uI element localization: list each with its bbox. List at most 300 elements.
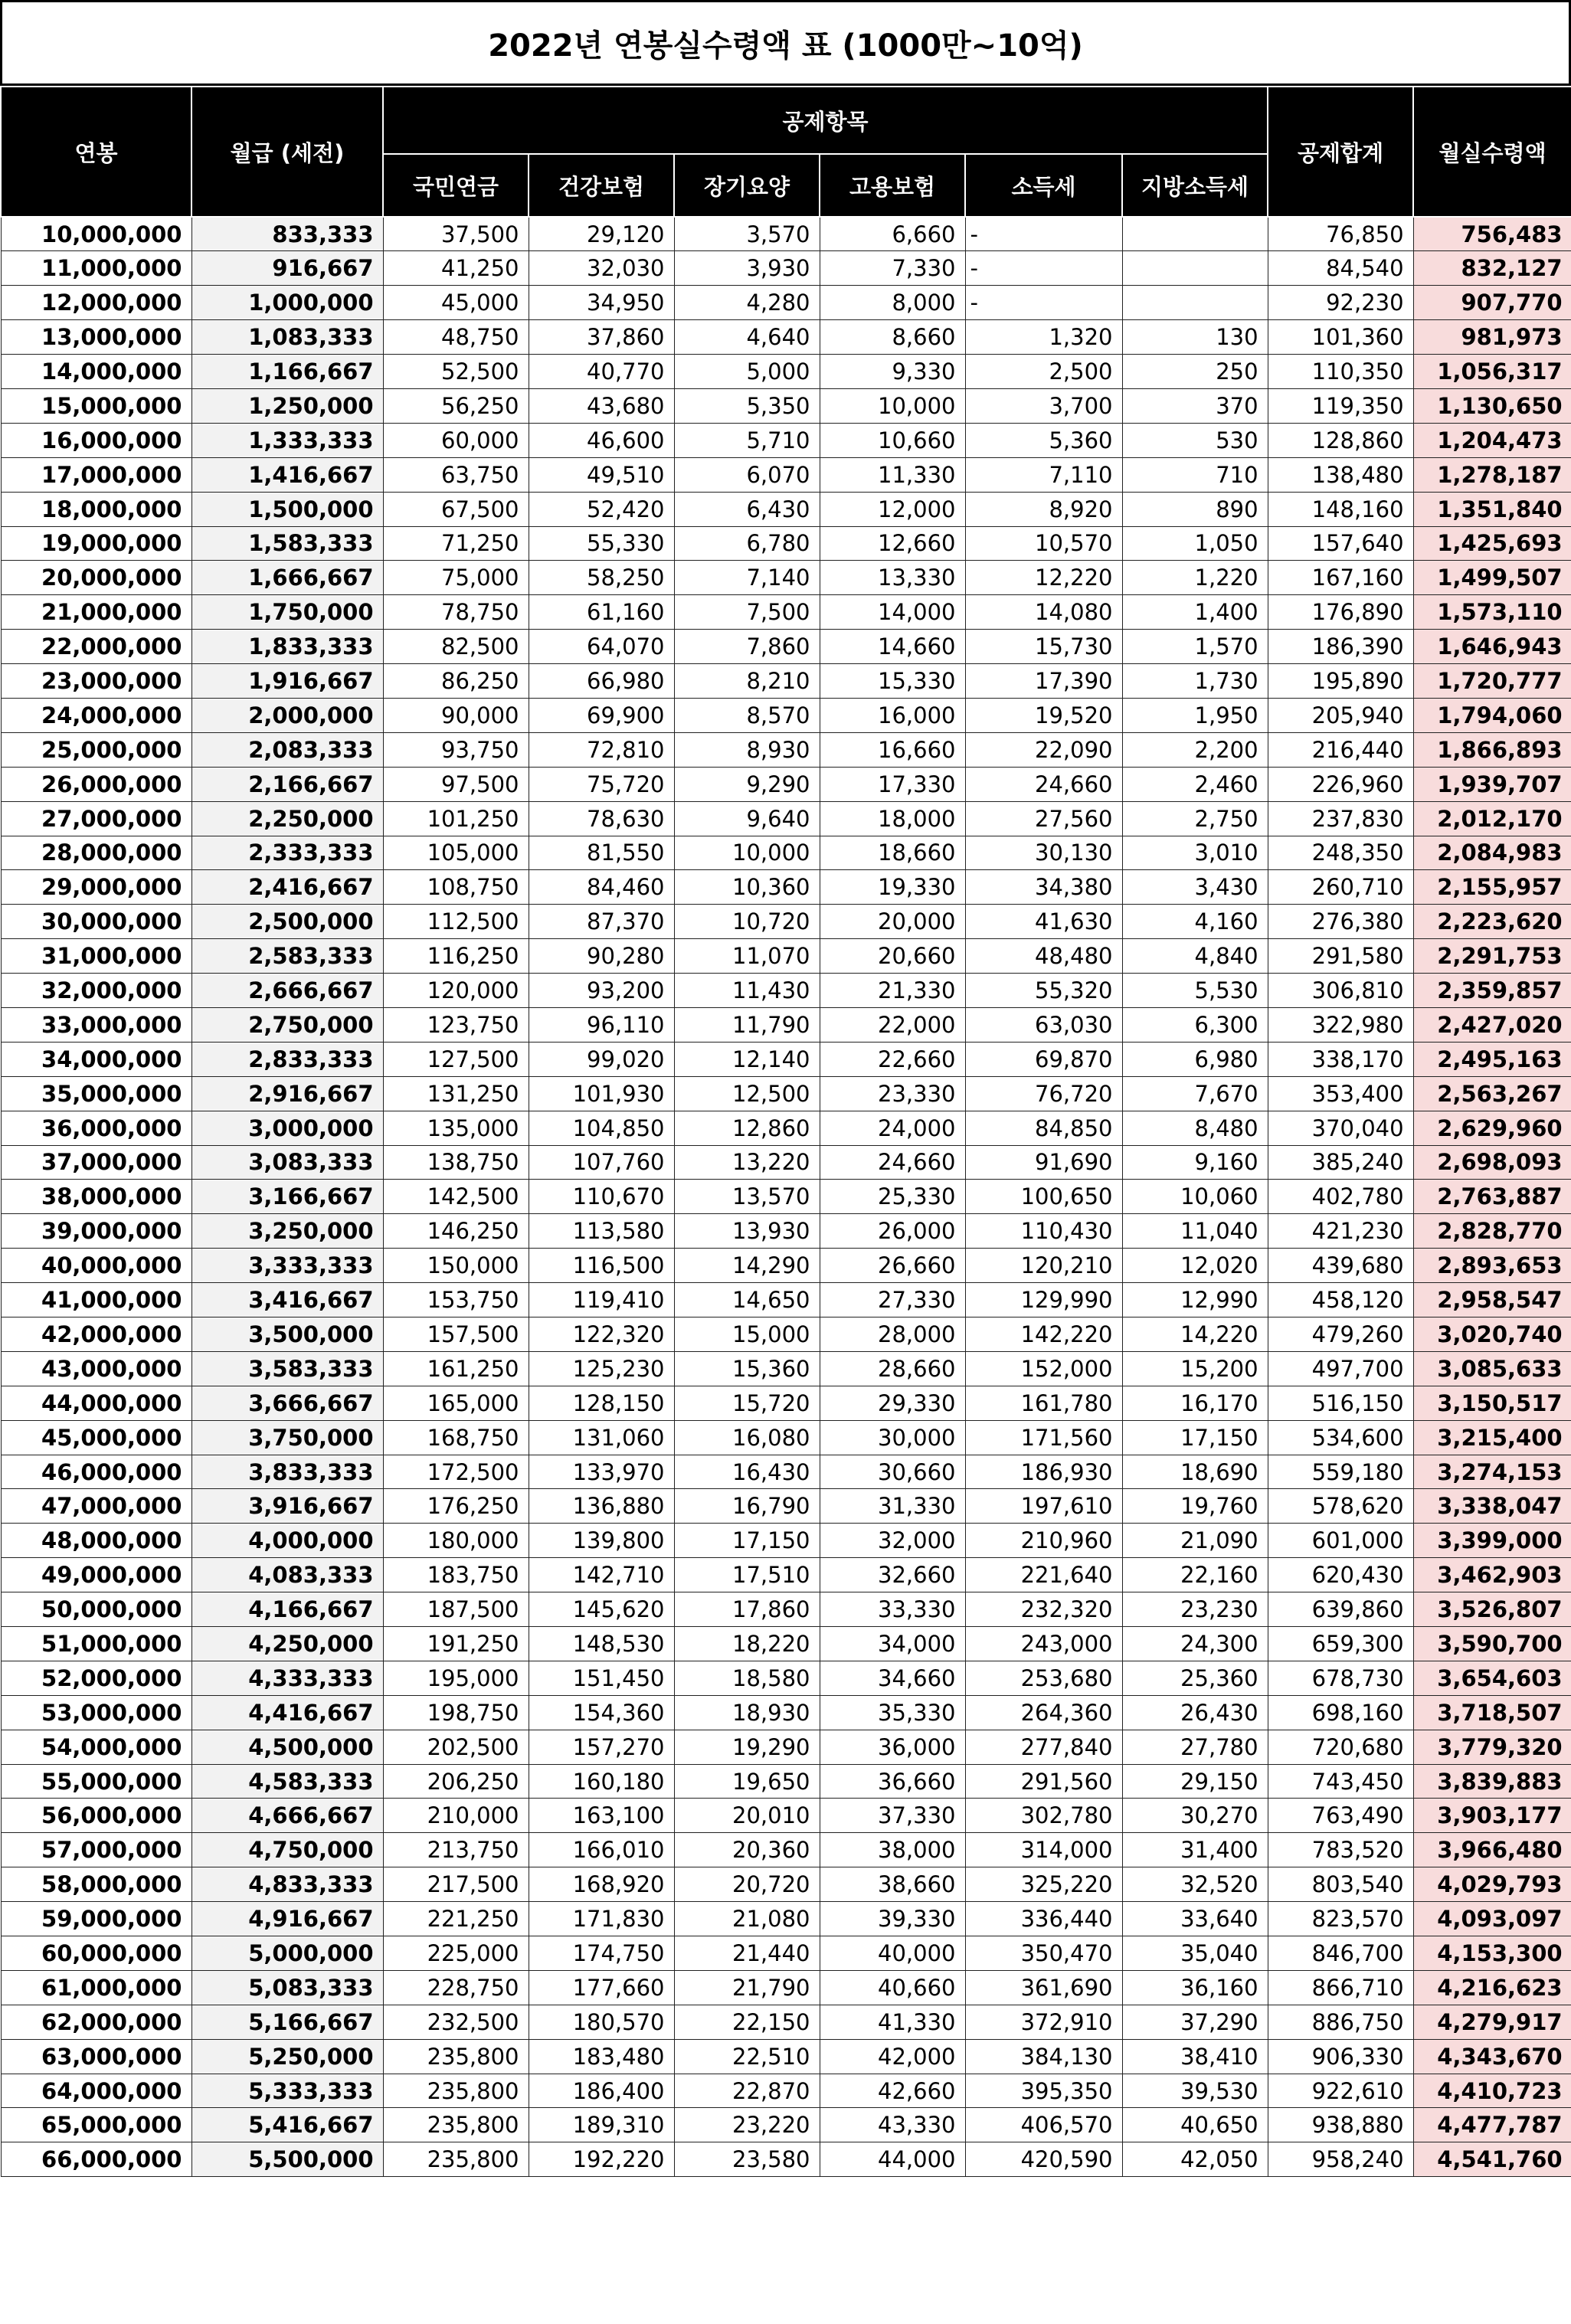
total-deduction-cell: 678,730 xyxy=(1268,1661,1413,1695)
annual-salary-cell: 35,000,000 xyxy=(1,1076,191,1111)
monthly-pretax-cell: 3,333,333 xyxy=(191,1249,383,1283)
net-monthly-cell: 3,462,903 xyxy=(1413,1558,1571,1592)
local-income-tax-cell: 36,160 xyxy=(1122,1970,1268,2005)
annual-salary-cell: 61,000,000 xyxy=(1,1970,191,2005)
employment-insurance-cell: 24,000 xyxy=(820,1111,965,1145)
annual-salary-cell: 19,000,000 xyxy=(1,526,191,561)
net-monthly-cell: 4,541,760 xyxy=(1413,2142,1571,2177)
total-deduction-cell: 110,350 xyxy=(1268,355,1413,389)
total-deduction-cell: 743,450 xyxy=(1268,1764,1413,1799)
income-tax-cell: 361,690 xyxy=(965,1970,1122,2005)
table-row xyxy=(1,388,1571,423)
health-insurance-cell: 139,800 xyxy=(529,1524,674,1558)
total-deduction-cell: 226,960 xyxy=(1268,767,1413,801)
national-pension-cell: 176,250 xyxy=(383,1489,529,1524)
income-tax-cell: 69,870 xyxy=(965,1042,1122,1076)
net-monthly-cell: 2,629,960 xyxy=(1413,1111,1571,1145)
table-row xyxy=(1,1764,1571,1799)
national-pension-cell: 101,250 xyxy=(383,801,529,836)
health-insurance-cell: 72,810 xyxy=(529,732,674,767)
monthly-pretax-cell: 1,833,333 xyxy=(191,630,383,664)
net-monthly-cell: 4,477,787 xyxy=(1413,2108,1571,2142)
income-tax-cell: 406,570 xyxy=(965,2108,1122,2142)
longterm-care-cell: 22,510 xyxy=(674,2039,820,2074)
national-pension-cell: 112,500 xyxy=(383,905,529,939)
health-insurance-cell: 133,970 xyxy=(529,1455,674,1489)
total-deduction-cell: 402,780 xyxy=(1268,1180,1413,1214)
employment-insurance-cell: 8,660 xyxy=(820,320,965,355)
header-income-tax: 소득세 xyxy=(965,154,1122,217)
table-row xyxy=(1,2108,1571,2142)
local-income-tax-cell: 1,950 xyxy=(1122,698,1268,732)
income-tax-cell: 14,080 xyxy=(965,595,1122,630)
employment-insurance-cell: 14,660 xyxy=(820,630,965,664)
local-income-tax-cell: 6,980 xyxy=(1122,1042,1268,1076)
employment-insurance-cell: 22,660 xyxy=(820,1042,965,1076)
monthly-pretax-cell: 5,500,000 xyxy=(191,2142,383,2177)
total-deduction-cell: 659,300 xyxy=(1268,1627,1413,1661)
employment-insurance-cell: 44,000 xyxy=(820,2142,965,2177)
longterm-care-cell: 22,150 xyxy=(674,2005,820,2039)
income-tax-cell: 41,630 xyxy=(965,905,1122,939)
annual-salary-cell: 21,000,000 xyxy=(1,595,191,630)
local-income-tax-cell: 27,780 xyxy=(1122,1730,1268,1764)
employment-insurance-cell: 32,660 xyxy=(820,1558,965,1592)
total-deduction-cell: 260,710 xyxy=(1268,870,1413,905)
net-monthly-cell: 4,093,097 xyxy=(1413,1902,1571,1936)
longterm-care-cell: 19,650 xyxy=(674,1764,820,1799)
local-income-tax-cell: 1,400 xyxy=(1122,595,1268,630)
monthly-pretax-cell: 5,166,667 xyxy=(191,2005,383,2039)
salary-table xyxy=(0,86,1571,2177)
header-local-income-tax: 지방소득세 xyxy=(1122,154,1268,217)
total-deduction-cell: 148,160 xyxy=(1268,492,1413,526)
employment-insurance-cell: 36,000 xyxy=(820,1730,965,1764)
national-pension-cell: 206,250 xyxy=(383,1764,529,1799)
monthly-pretax-cell: 2,833,333 xyxy=(191,1042,383,1076)
monthly-pretax-cell: 3,166,667 xyxy=(191,1180,383,1214)
national-pension-cell: 138,750 xyxy=(383,1145,529,1180)
local-income-tax-cell: 33,640 xyxy=(1122,1902,1268,1936)
national-pension-cell: 63,750 xyxy=(383,457,529,492)
income-tax-cell: 5,360 xyxy=(965,423,1122,457)
employment-insurance-cell: 36,660 xyxy=(820,1764,965,1799)
income-tax-cell: 7,110 xyxy=(965,457,1122,492)
health-insurance-cell: 122,320 xyxy=(529,1317,674,1352)
annual-salary-cell: 54,000,000 xyxy=(1,1730,191,1764)
table-row xyxy=(1,905,1571,939)
local-income-tax-cell: 42,050 xyxy=(1122,2142,1268,2177)
health-insurance-cell: 37,860 xyxy=(529,320,674,355)
health-insurance-cell: 32,030 xyxy=(529,251,674,286)
longterm-care-cell: 18,930 xyxy=(674,1695,820,1730)
local-income-tax-cell: 12,990 xyxy=(1122,1283,1268,1317)
net-monthly-cell: 4,410,723 xyxy=(1413,2074,1571,2108)
longterm-care-cell: 14,290 xyxy=(674,1249,820,1283)
income-tax-cell: 27,560 xyxy=(965,801,1122,836)
total-deduction-cell: 803,540 xyxy=(1268,1867,1413,1902)
table-row xyxy=(1,1076,1571,1111)
longterm-care-cell: 16,430 xyxy=(674,1455,820,1489)
health-insurance-cell: 131,060 xyxy=(529,1420,674,1455)
employment-insurance-cell: 17,330 xyxy=(820,767,965,801)
monthly-pretax-cell: 4,916,667 xyxy=(191,1902,383,1936)
monthly-pretax-cell: 1,666,667 xyxy=(191,561,383,595)
employment-insurance-cell: 16,660 xyxy=(820,732,965,767)
net-monthly-cell: 3,150,517 xyxy=(1413,1386,1571,1420)
table-row xyxy=(1,1730,1571,1764)
annual-salary-cell: 42,000,000 xyxy=(1,1317,191,1352)
longterm-care-cell: 20,010 xyxy=(674,1799,820,1833)
local-income-tax-cell: 37,290 xyxy=(1122,2005,1268,2039)
national-pension-cell: 78,750 xyxy=(383,595,529,630)
health-insurance-cell: 168,920 xyxy=(529,1867,674,1902)
employment-insurance-cell: 20,660 xyxy=(820,939,965,974)
monthly-pretax-cell: 2,916,667 xyxy=(191,1076,383,1111)
total-deduction-cell: 138,480 xyxy=(1268,457,1413,492)
national-pension-cell: 191,250 xyxy=(383,1627,529,1661)
monthly-pretax-cell: 4,416,667 xyxy=(191,1695,383,1730)
income-tax-cell: 30,130 xyxy=(965,836,1122,870)
local-income-tax-cell: 7,670 xyxy=(1122,1076,1268,1111)
local-income-tax-cell: 2,750 xyxy=(1122,801,1268,836)
table-row xyxy=(1,355,1571,389)
local-income-tax-cell: 40,650 xyxy=(1122,2108,1268,2142)
monthly-pretax-cell: 1,250,000 xyxy=(191,388,383,423)
monthly-pretax-cell: 3,833,333 xyxy=(191,1455,383,1489)
annual-salary-cell: 56,000,000 xyxy=(1,1799,191,1833)
employment-insurance-cell: 42,000 xyxy=(820,2039,965,2074)
longterm-care-cell: 10,000 xyxy=(674,836,820,870)
longterm-care-cell: 5,350 xyxy=(674,388,820,423)
health-insurance-cell: 116,500 xyxy=(529,1249,674,1283)
health-insurance-cell: 154,360 xyxy=(529,1695,674,1730)
longterm-care-cell: 7,500 xyxy=(674,595,820,630)
annual-salary-cell: 38,000,000 xyxy=(1,1180,191,1214)
national-pension-cell: 217,500 xyxy=(383,1867,529,1902)
local-income-tax-cell: 22,160 xyxy=(1122,1558,1268,1592)
annual-salary-cell: 29,000,000 xyxy=(1,870,191,905)
national-pension-cell: 235,800 xyxy=(383,2108,529,2142)
longterm-care-cell: 5,710 xyxy=(674,423,820,457)
income-tax-cell: 350,470 xyxy=(965,1936,1122,1971)
header-monthly-pretax: 월급 (세전) xyxy=(191,87,383,217)
income-tax-cell: 76,720 xyxy=(965,1076,1122,1111)
longterm-care-cell: 23,220 xyxy=(674,2108,820,2142)
health-insurance-cell: 104,850 xyxy=(529,1111,674,1145)
national-pension-cell: 165,000 xyxy=(383,1386,529,1420)
table-row xyxy=(1,2039,1571,2074)
health-insurance-cell: 58,250 xyxy=(529,561,674,595)
income-tax-cell: 221,640 xyxy=(965,1558,1122,1592)
longterm-care-cell: 21,790 xyxy=(674,1970,820,2005)
page-title: 2022년 연봉실수령액 표 (1000만~10억) xyxy=(0,0,1571,86)
net-monthly-cell: 2,223,620 xyxy=(1413,905,1571,939)
national-pension-cell: 146,250 xyxy=(383,1214,529,1249)
monthly-pretax-cell: 4,000,000 xyxy=(191,1524,383,1558)
national-pension-cell: 82,500 xyxy=(383,630,529,664)
employment-insurance-cell: 38,000 xyxy=(820,1833,965,1867)
annual-salary-cell: 28,000,000 xyxy=(1,836,191,870)
national-pension-cell: 60,000 xyxy=(383,423,529,457)
annual-salary-cell: 66,000,000 xyxy=(1,2142,191,2177)
table-row xyxy=(1,1455,1571,1489)
longterm-care-cell: 6,430 xyxy=(674,492,820,526)
total-deduction-cell: 578,620 xyxy=(1268,1489,1413,1524)
income-tax-cell: 12,220 xyxy=(965,561,1122,595)
national-pension-cell: 41,250 xyxy=(383,251,529,286)
monthly-pretax-cell: 1,166,667 xyxy=(191,355,383,389)
annual-salary-cell: 50,000,000 xyxy=(1,1592,191,1627)
net-monthly-cell: 2,563,267 xyxy=(1413,1076,1571,1111)
health-insurance-cell: 69,900 xyxy=(529,698,674,732)
health-insurance-cell: 186,400 xyxy=(529,2074,674,2108)
health-insurance-cell: 90,280 xyxy=(529,939,674,974)
national-pension-cell: 48,750 xyxy=(383,320,529,355)
net-monthly-cell: 3,274,153 xyxy=(1413,1455,1571,1489)
net-monthly-cell: 756,483 xyxy=(1413,217,1571,251)
employment-insurance-cell: 27,330 xyxy=(820,1283,965,1317)
monthly-pretax-cell: 4,750,000 xyxy=(191,1833,383,1867)
table-row xyxy=(1,1661,1571,1695)
income-tax-cell: 15,730 xyxy=(965,630,1122,664)
income-tax-cell: 48,480 xyxy=(965,939,1122,974)
income-tax-cell: 336,440 xyxy=(965,1902,1122,1936)
table-row xyxy=(1,1867,1571,1902)
employment-insurance-cell: 26,000 xyxy=(820,1214,965,1249)
monthly-pretax-cell: 5,250,000 xyxy=(191,2039,383,2074)
longterm-care-cell: 9,640 xyxy=(674,801,820,836)
total-deduction-cell: 237,830 xyxy=(1268,801,1413,836)
employment-insurance-cell: 24,660 xyxy=(820,1145,965,1180)
income-tax-cell: 22,090 xyxy=(965,732,1122,767)
net-monthly-cell: 3,839,883 xyxy=(1413,1764,1571,1799)
net-monthly-cell: 1,204,473 xyxy=(1413,423,1571,457)
employment-insurance-cell: 40,660 xyxy=(820,1970,965,2005)
net-monthly-cell: 1,720,777 xyxy=(1413,664,1571,699)
national-pension-cell: 150,000 xyxy=(383,1249,529,1283)
total-deduction-cell: 720,680 xyxy=(1268,1730,1413,1764)
total-deduction-cell: 846,700 xyxy=(1268,1936,1413,1971)
monthly-pretax-cell: 2,666,667 xyxy=(191,974,383,1008)
table-row xyxy=(1,561,1571,595)
total-deduction-cell: 306,810 xyxy=(1268,974,1413,1008)
employment-insurance-cell: 28,660 xyxy=(820,1351,965,1386)
net-monthly-cell: 3,399,000 xyxy=(1413,1524,1571,1558)
net-monthly-cell: 3,526,807 xyxy=(1413,1592,1571,1627)
longterm-care-cell: 22,870 xyxy=(674,2074,820,2108)
net-monthly-cell: 1,499,507 xyxy=(1413,561,1571,595)
health-insurance-cell: 171,830 xyxy=(529,1902,674,1936)
table-row xyxy=(1,1420,1571,1455)
total-deduction-cell: 370,040 xyxy=(1268,1111,1413,1145)
table-row xyxy=(1,1558,1571,1592)
national-pension-cell: 127,500 xyxy=(383,1042,529,1076)
national-pension-cell: 86,250 xyxy=(383,664,529,699)
annual-salary-cell: 63,000,000 xyxy=(1,2039,191,2074)
health-insurance-cell: 66,980 xyxy=(529,664,674,699)
annual-salary-cell: 24,000,000 xyxy=(1,698,191,732)
employment-insurance-cell: 41,330 xyxy=(820,2005,965,2039)
health-insurance-cell: 87,370 xyxy=(529,905,674,939)
national-pension-cell: 235,800 xyxy=(383,2142,529,2177)
annual-salary-cell: 39,000,000 xyxy=(1,1214,191,1249)
table-row xyxy=(1,1489,1571,1524)
monthly-pretax-cell: 1,083,333 xyxy=(191,320,383,355)
employment-insurance-cell: 28,000 xyxy=(820,1317,965,1352)
net-monthly-cell: 2,427,020 xyxy=(1413,1007,1571,1042)
longterm-care-cell: 15,360 xyxy=(674,1351,820,1386)
employment-insurance-cell: 30,660 xyxy=(820,1455,965,1489)
national-pension-cell: 161,250 xyxy=(383,1351,529,1386)
income-tax-cell: 171,560 xyxy=(965,1420,1122,1455)
employment-insurance-cell: 35,330 xyxy=(820,1695,965,1730)
annual-salary-cell: 20,000,000 xyxy=(1,561,191,595)
monthly-pretax-cell: 1,916,667 xyxy=(191,664,383,699)
employment-insurance-cell: 10,660 xyxy=(820,423,965,457)
net-monthly-cell: 3,020,740 xyxy=(1413,1317,1571,1352)
health-insurance-cell: 180,570 xyxy=(529,2005,674,2039)
health-insurance-cell: 136,880 xyxy=(529,1489,674,1524)
annual-salary-cell: 31,000,000 xyxy=(1,939,191,974)
annual-salary-cell: 53,000,000 xyxy=(1,1695,191,1730)
health-insurance-cell: 110,670 xyxy=(529,1180,674,1214)
net-monthly-cell: 907,770 xyxy=(1413,286,1571,320)
monthly-pretax-cell: 4,583,333 xyxy=(191,1764,383,1799)
annual-salary-cell: 62,000,000 xyxy=(1,2005,191,2039)
employment-insurance-cell: 20,000 xyxy=(820,905,965,939)
health-insurance-cell: 113,580 xyxy=(529,1214,674,1249)
local-income-tax-cell: 15,200 xyxy=(1122,1351,1268,1386)
header-deductions-group: 공제항목 xyxy=(383,87,1268,154)
table-row xyxy=(1,1695,1571,1730)
income-tax-cell: 291,560 xyxy=(965,1764,1122,1799)
local-income-tax-cell: 29,150 xyxy=(1122,1764,1268,1799)
local-income-tax-cell: 250 xyxy=(1122,355,1268,389)
net-monthly-cell: 1,056,317 xyxy=(1413,355,1571,389)
employment-insurance-cell: 18,000 xyxy=(820,801,965,836)
health-insurance-cell: 99,020 xyxy=(529,1042,674,1076)
annual-salary-cell: 57,000,000 xyxy=(1,1833,191,1867)
income-tax-cell: 2,500 xyxy=(965,355,1122,389)
local-income-tax-cell: 2,460 xyxy=(1122,767,1268,801)
total-deduction-cell: 353,400 xyxy=(1268,1076,1413,1111)
longterm-care-cell: 4,640 xyxy=(674,320,820,355)
net-monthly-cell: 2,698,093 xyxy=(1413,1145,1571,1180)
total-deduction-cell: 783,520 xyxy=(1268,1833,1413,1867)
longterm-care-cell: 6,780 xyxy=(674,526,820,561)
total-deduction-cell: 516,150 xyxy=(1268,1386,1413,1420)
annual-salary-cell: 15,000,000 xyxy=(1,388,191,423)
monthly-pretax-cell: 2,250,000 xyxy=(191,801,383,836)
employment-insurance-cell: 16,000 xyxy=(820,698,965,732)
annual-salary-cell: 34,000,000 xyxy=(1,1042,191,1076)
total-deduction-cell: 823,570 xyxy=(1268,1902,1413,1936)
employment-insurance-cell: 34,660 xyxy=(820,1661,965,1695)
national-pension-cell: 71,250 xyxy=(383,526,529,561)
national-pension-cell: 52,500 xyxy=(383,355,529,389)
total-deduction-cell: 101,360 xyxy=(1268,320,1413,355)
local-income-tax-cell xyxy=(1122,286,1268,320)
total-deduction-cell: 534,600 xyxy=(1268,1420,1413,1455)
national-pension-cell: 75,000 xyxy=(383,561,529,595)
total-deduction-cell: 205,940 xyxy=(1268,698,1413,732)
national-pension-cell: 90,000 xyxy=(383,698,529,732)
longterm-care-cell: 8,210 xyxy=(674,664,820,699)
net-monthly-cell: 2,828,770 xyxy=(1413,1214,1571,1249)
national-pension-cell: 225,000 xyxy=(383,1936,529,1971)
table-row xyxy=(1,1111,1571,1145)
health-insurance-cell: 40,770 xyxy=(529,355,674,389)
table-row xyxy=(1,1283,1571,1317)
local-income-tax-cell: 16,170 xyxy=(1122,1386,1268,1420)
national-pension-cell: 45,000 xyxy=(383,286,529,320)
total-deduction-cell: 559,180 xyxy=(1268,1455,1413,1489)
annual-salary-cell: 32,000,000 xyxy=(1,974,191,1008)
table-row xyxy=(1,1042,1571,1076)
employment-insurance-cell: 38,660 xyxy=(820,1867,965,1902)
health-insurance-cell: 189,310 xyxy=(529,2108,674,2142)
table-row xyxy=(1,251,1571,286)
national-pension-cell: 131,250 xyxy=(383,1076,529,1111)
net-monthly-cell: 832,127 xyxy=(1413,251,1571,286)
employment-insurance-cell: 25,330 xyxy=(820,1180,965,1214)
annual-salary-cell: 17,000,000 xyxy=(1,457,191,492)
longterm-care-cell: 18,220 xyxy=(674,1627,820,1661)
monthly-pretax-cell: 3,250,000 xyxy=(191,1214,383,1249)
health-insurance-cell: 145,620 xyxy=(529,1592,674,1627)
income-tax-cell: 186,930 xyxy=(965,1455,1122,1489)
net-monthly-cell: 3,779,320 xyxy=(1413,1730,1571,1764)
national-pension-cell: 195,000 xyxy=(383,1661,529,1695)
monthly-pretax-cell: 3,750,000 xyxy=(191,1420,383,1455)
health-insurance-cell: 101,930 xyxy=(529,1076,674,1111)
income-tax-cell: 63,030 xyxy=(965,1007,1122,1042)
national-pension-cell: 202,500 xyxy=(383,1730,529,1764)
national-pension-cell: 120,000 xyxy=(383,974,529,1008)
employment-insurance-cell: 13,330 xyxy=(820,561,965,595)
local-income-tax-cell: 3,010 xyxy=(1122,836,1268,870)
employment-insurance-cell: 37,330 xyxy=(820,1799,965,1833)
header-longterm-care: 장기요양 xyxy=(674,154,820,217)
local-income-tax-cell: 4,840 xyxy=(1122,939,1268,974)
net-monthly-cell: 2,893,653 xyxy=(1413,1249,1571,1283)
employment-insurance-cell: 10,000 xyxy=(820,388,965,423)
local-income-tax-cell: 18,690 xyxy=(1122,1455,1268,1489)
total-deduction-cell: 186,390 xyxy=(1268,630,1413,664)
employment-insurance-cell: 7,330 xyxy=(820,251,965,286)
annual-salary-cell: 52,000,000 xyxy=(1,1661,191,1695)
table-row xyxy=(1,492,1571,526)
longterm-care-cell: 3,930 xyxy=(674,251,820,286)
national-pension-cell: 116,250 xyxy=(383,939,529,974)
income-tax-cell: - xyxy=(965,251,1122,286)
local-income-tax-cell: 17,150 xyxy=(1122,1420,1268,1455)
health-insurance-cell: 166,010 xyxy=(529,1833,674,1867)
health-insurance-cell: 183,480 xyxy=(529,2039,674,2074)
net-monthly-cell: 4,029,793 xyxy=(1413,1867,1571,1902)
income-tax-cell: 395,350 xyxy=(965,2074,1122,2108)
national-pension-cell: 210,000 xyxy=(383,1799,529,1833)
national-pension-cell: 228,750 xyxy=(383,1970,529,2005)
table-row xyxy=(1,664,1571,699)
monthly-pretax-cell: 3,000,000 xyxy=(191,1111,383,1145)
longterm-care-cell: 16,790 xyxy=(674,1489,820,1524)
monthly-pretax-cell: 2,000,000 xyxy=(191,698,383,732)
total-deduction-cell: 620,430 xyxy=(1268,1558,1413,1592)
table-row xyxy=(1,939,1571,974)
local-income-tax-cell: 710 xyxy=(1122,457,1268,492)
